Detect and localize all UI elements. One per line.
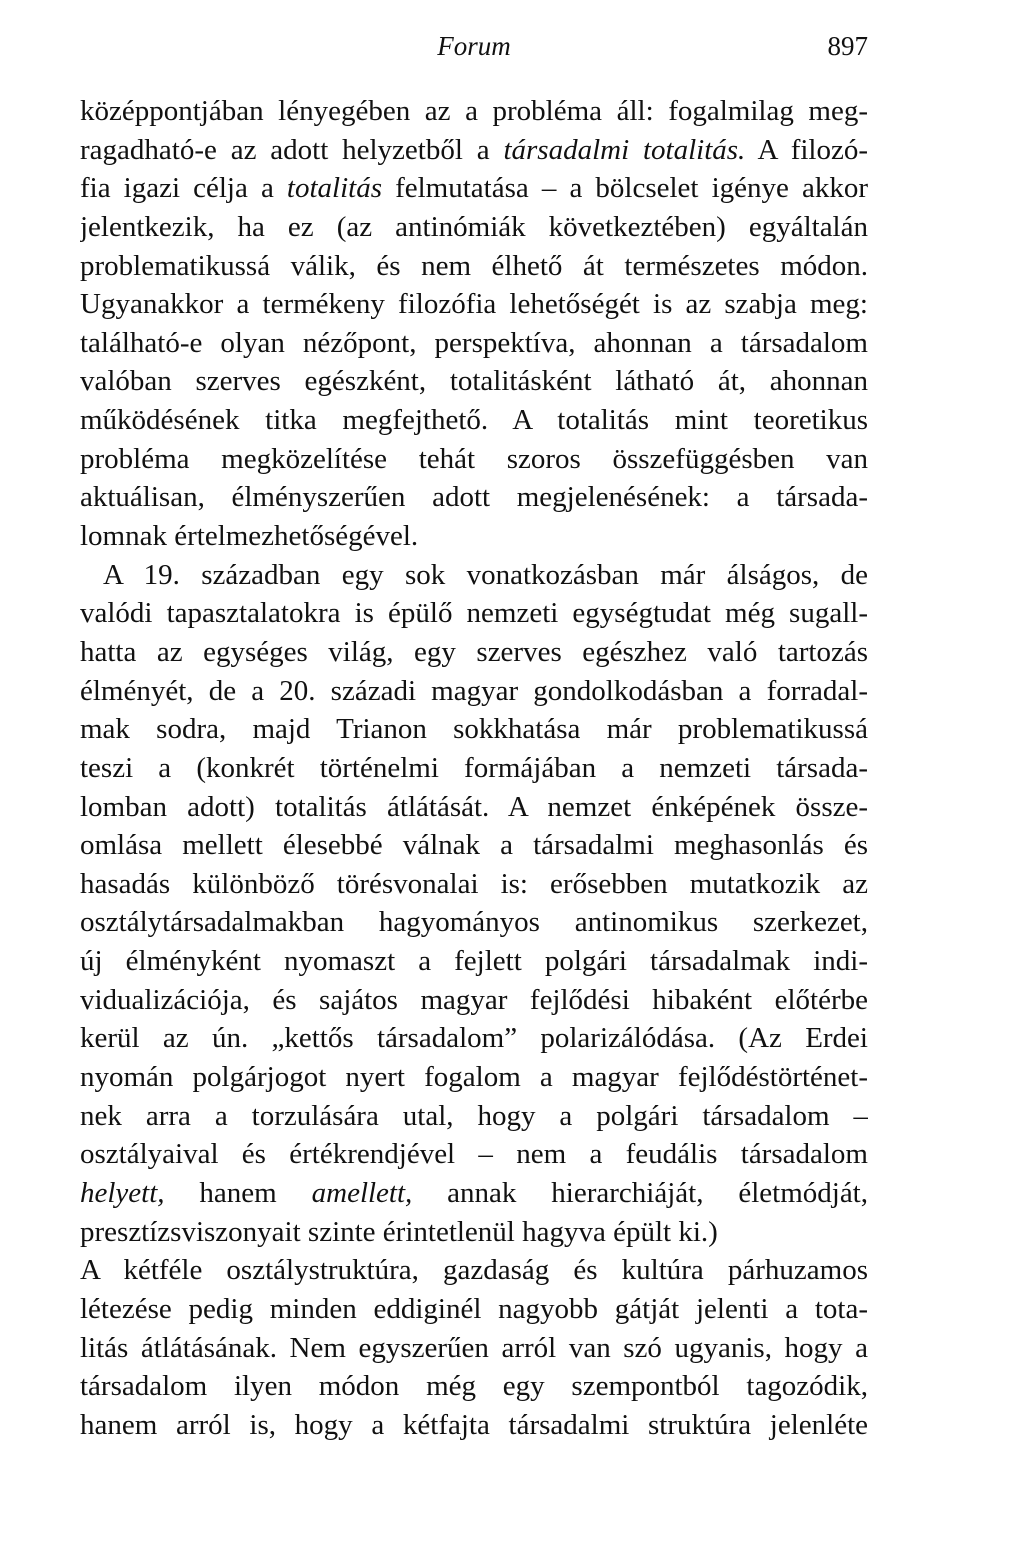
text-line	[80, 942, 868, 981]
text-segment: hanem arról is, hogy a kétfajta társadalmi struktúra jelenléte	[80, 1408, 868, 1441]
text-segment: osztályaival és értékrendjével – nem a feudális társadalom	[80, 1138, 868, 1171]
text-segment: valódi tapasztalatokra is épülő nemzeti egységtudat még sugall-	[80, 597, 868, 630]
text-segment: teszi a (konkrét történelmi formájában a nemzeti társada-	[80, 751, 868, 784]
text-line	[80, 440, 868, 479]
paragraph	[80, 556, 868, 1252]
text-line	[80, 324, 868, 363]
italic-text: totalitás	[286, 172, 382, 205]
text-segment: hatta az egységes világ, egy szerves egészhez való tartozás	[80, 635, 868, 668]
text-segment: A kétféle osztálystruktúra, gazdaság és kultúra párhuzamos	[80, 1254, 868, 1287]
italic-text: társadalmi totalitás.	[503, 133, 746, 166]
paragraph	[80, 1251, 868, 1444]
text-segment: fia igazi célja a	[80, 172, 287, 205]
text-segment: mak sodra, majd Trianon sokkhatása már problematikussá	[80, 713, 868, 746]
text-segment: litás átlátásának. Nem egyszerűen arról van szó ugyanis, hogy a	[80, 1331, 868, 1364]
text-segment: ragadható-e az adott helyzetből a	[80, 133, 504, 166]
page-number: 897	[827, 31, 868, 61]
body-text	[80, 92, 868, 1444]
text-line	[80, 1058, 868, 1097]
text-line	[80, 556, 868, 595]
text-line	[80, 749, 868, 788]
text-segment: kerül az ún. „kettős társadalom” polarizálódása. (Az Erdei	[80, 1022, 868, 1055]
text-line	[80, 285, 868, 324]
text-line	[80, 633, 868, 672]
text-line	[80, 401, 868, 440]
text-segment: annak hierarchiáját, életmódját,	[412, 1176, 868, 1209]
text-line	[80, 594, 868, 633]
text-line	[80, 865, 868, 904]
text-segment: nek arra a torzulására utal, hogy a polgári társadalom –	[80, 1099, 868, 1132]
text-segment: osztálytársadalmakban hagyományos antinomikus szerkezet,	[80, 906, 868, 939]
text-line	[80, 903, 868, 942]
text-line	[80, 1174, 868, 1213]
text-segment: élményét, de a 20. századi magyar gondolkodásban a forradal-	[80, 674, 868, 707]
text-line	[80, 131, 868, 170]
text-line	[80, 710, 868, 749]
text-line	[80, 1290, 868, 1329]
text-segment: létezése pedig minden eddiginél nagyobb gátját jelenti a tota-	[80, 1292, 868, 1325]
text-segment: középpontjában lényegében az a probléma áll: fogalmilag meg-	[80, 95, 868, 127]
text-segment: nyomán polgárjogot nyert fogalom a magyar fejlődéstörténet-	[80, 1061, 868, 1094]
text-line	[80, 1097, 868, 1136]
text-line	[80, 362, 868, 401]
text-line	[80, 478, 868, 517]
text-segment: jelentkezik, ha ez (az antinómiák következtében) egyáltalán	[80, 210, 868, 243]
text-line	[80, 672, 868, 711]
text-segment: A 19. században egy sok vonatkozásban már álságos, de	[103, 558, 868, 591]
text-line	[80, 92, 868, 131]
text-line	[80, 247, 868, 286]
text-segment: hasadás különböző törésvonalai is: erősebben mutatkozik az	[80, 867, 868, 900]
text-line	[80, 208, 868, 247]
text-line	[80, 1367, 868, 1406]
text-segment: lomnak értelmezhetőségével.	[80, 520, 419, 553]
text-segment: Ugyanakkor a termékeny filozófia lehetőségét is az szabja meg:	[80, 288, 868, 321]
text-segment: működésének titka megfejthető. A totalitás mint teoretikus	[80, 404, 868, 437]
text-line	[80, 169, 868, 208]
text-segment: lomban adott) totalitás átlátását. A nemzet énképének össze-	[80, 790, 868, 823]
text-line	[80, 826, 868, 865]
text-segment: A filozó-	[745, 133, 868, 166]
text-line	[80, 981, 868, 1020]
running-head	[80, 26, 868, 66]
text-segment: található-e olyan nézőpont, perspektíva, ahonnan a társadalom	[80, 326, 868, 359]
text-segment: új élményként nyomaszt a fejlett polgári társadalmak indi-	[80, 945, 868, 978]
text-segment: aktuálisan, élményszerűen adott megjelenésének: a társada-	[80, 481, 868, 514]
journal-name: Forum	[437, 31, 511, 61]
text-segment: valóban szerves egészként, totalitásként látható át, ahonnan	[80, 365, 868, 398]
paragraph	[80, 92, 868, 556]
text-line	[80, 1019, 868, 1058]
text-line	[80, 788, 868, 827]
text-segment: hanem	[164, 1176, 312, 1209]
text-segment: felmutatása – a bölcselet igénye akkor	[382, 172, 868, 205]
text-line	[80, 1251, 868, 1290]
text-segment: probléma megközelítése tehát szoros összefüggésben van	[80, 442, 868, 475]
text-line	[80, 1213, 868, 1252]
text-segment: omlása mellett élesebbé válnak a társadalmi meghasonlás és	[80, 829, 868, 862]
italic-text: amellett,	[311, 1176, 413, 1209]
text-line	[80, 1329, 868, 1368]
text-line	[80, 1135, 868, 1174]
text-line	[80, 517, 868, 556]
italic-text: helyett,	[80, 1176, 165, 1209]
text-segment: presztízsviszonyait szinte érintetlenül hagyva épült ki.)	[80, 1215, 718, 1248]
text-segment: problematikussá válik, és nem élhető át természetes módon.	[80, 249, 868, 282]
text-segment: vidualizációja, és sajátos magyar fejlődési hibaként előtérbe	[80, 983, 868, 1016]
text-line	[80, 1406, 868, 1445]
text-segment: társadalom ilyen módon még egy szempontból tagozódik,	[80, 1370, 868, 1403]
